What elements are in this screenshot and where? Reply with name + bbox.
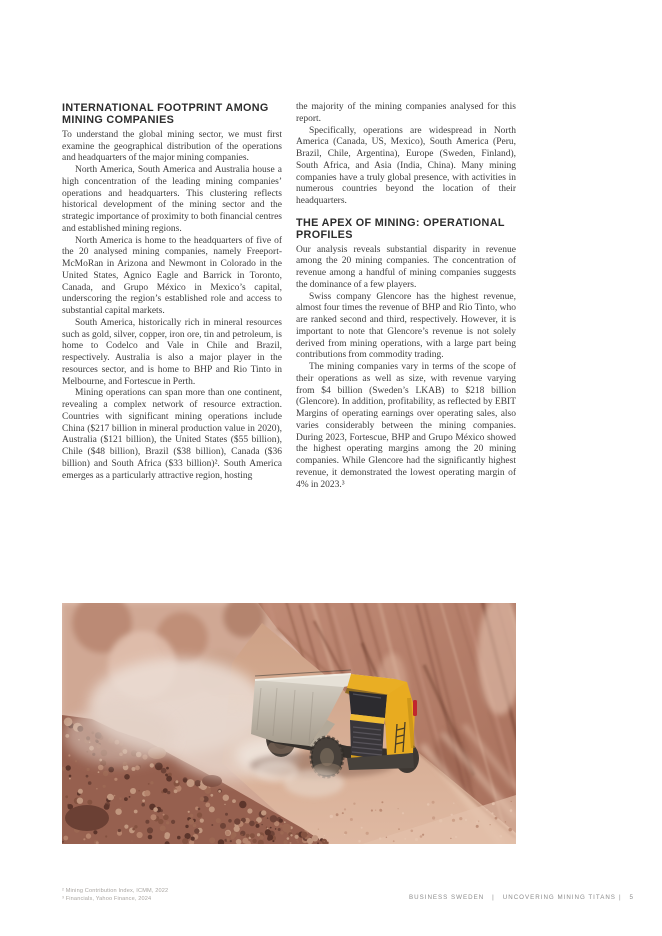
section-heading-apex-of-mining: THE APEX OF MINING: OPERATIONAL PROFILES xyxy=(296,216,505,242)
footnotes xyxy=(62,888,168,903)
paragraph: Mining operations can span more than one continent, revealing a complex network of resource extraction. Countries with significant mining operations include China ($217 billion in mineral production value in 2020), Australia ($121 billion), the United States ($55 billion), Chile ($48 billion), Brazil ($38 billion), Canada ($36 billion) and South Africa ($33 billion)². South America emerges as a particularly attractive region, hosting xyxy=(62,388,282,481)
paragraph: Our analysis reveals substantial disparity in revenue among the 20 mining companies. The concentration of revenue among a handful of mining companies suggests the dominance of a few players. xyxy=(296,244,516,290)
paragraph: Swiss company Glencore has the highest revenue, almost four times the revenue of BHP and Rio Tinto, who are ranked second and third, respectively. However, it is important to note that Glencore’s revenue is not solely derived from mining operations, with a large part being contributions from commodity trading. xyxy=(296,291,516,361)
footer-report-title: UNCOVERING MINING TITANS xyxy=(502,894,616,901)
footer-divider: | xyxy=(492,894,495,901)
footer-page-number: 5 xyxy=(629,894,634,901)
paragraph: South America, historically rich in mineral resources such as gold, silver, copper, iron ore, tin and petroleum, is home to Codelco and Vale in Chile and Brazil, respectively. Australia is also a major player in the resources sector, and is home to BHP and Rio Tinto in Melbourne, and Fortescue in Perth. xyxy=(62,317,282,387)
paragraph: North America is home to the headquarters of five of the 20 analysed mining companies, namely Freeport-McMoRan in Arizona and Newmont in Colorado in the United States, Agnico Eagle and Barrick in Toronto, Canada, and Grupo México in Mexico’s capital, underscoring the region’s established role and access to substantial capital markets. xyxy=(62,235,282,317)
mining-truck-photo xyxy=(62,603,516,844)
paragraph: North America, South America and Australia house a high concentration of the leading mining companies’ operations and headquarters. This clustering reflects historical development of the mining sector and the strategic importance of proximity to both financial centres and established mining regions. xyxy=(62,165,282,234)
column-right xyxy=(296,102,516,491)
column-left xyxy=(62,102,282,491)
article-body xyxy=(62,102,516,491)
section-heading-international-footprint: INTERNATIONAL FOOTPRINT AMONG MINING COMPANIES xyxy=(62,102,269,127)
footer-brand: BUSINESS SWEDEN xyxy=(409,894,485,901)
footer-divider: | xyxy=(618,894,622,901)
paragraph: The mining companies vary in terms of the scope of their operations as well as size, with revenue varying from $4 billion (Sweden’s LKAB) to $218 billion (Glencore). In addition, profitability, as reflected by EBIT Margins of operating earnings over operating sales, also varies considerably between the mining companies. During 2023, Fortescue, BHP and Grupo México showed the highest operating margins among the 20 mining companies. While Glencore had the significantly highest revenue, it demonstrated the lowest operating margin of 4% in 2023.³ xyxy=(296,362,516,490)
page-footer xyxy=(409,894,634,901)
footnote: ³ Financials, Yahoo Finance, 2024 xyxy=(62,895,152,902)
footnote: ² Mining Contribution Index, ICMM, 2022 xyxy=(62,888,169,894)
paragraph: the majority of the mining companies analysed for this report. xyxy=(296,102,516,124)
paragraph: To understand the global mining sector, we must first examine the geographical distribution of the operations and headquarters of the major mining companies. xyxy=(62,129,282,164)
paragraph: Specifically, operations are widespread in North America (Canada, US, Mexico), South America (Peru, Brazil, Chile, Argentina), Europe (Sweden, Finland), South Africa, and Asia (India, China). Many mining companies have a truly global presence, with activities in numerous countries beyond the location of their headquarters. xyxy=(296,125,516,206)
